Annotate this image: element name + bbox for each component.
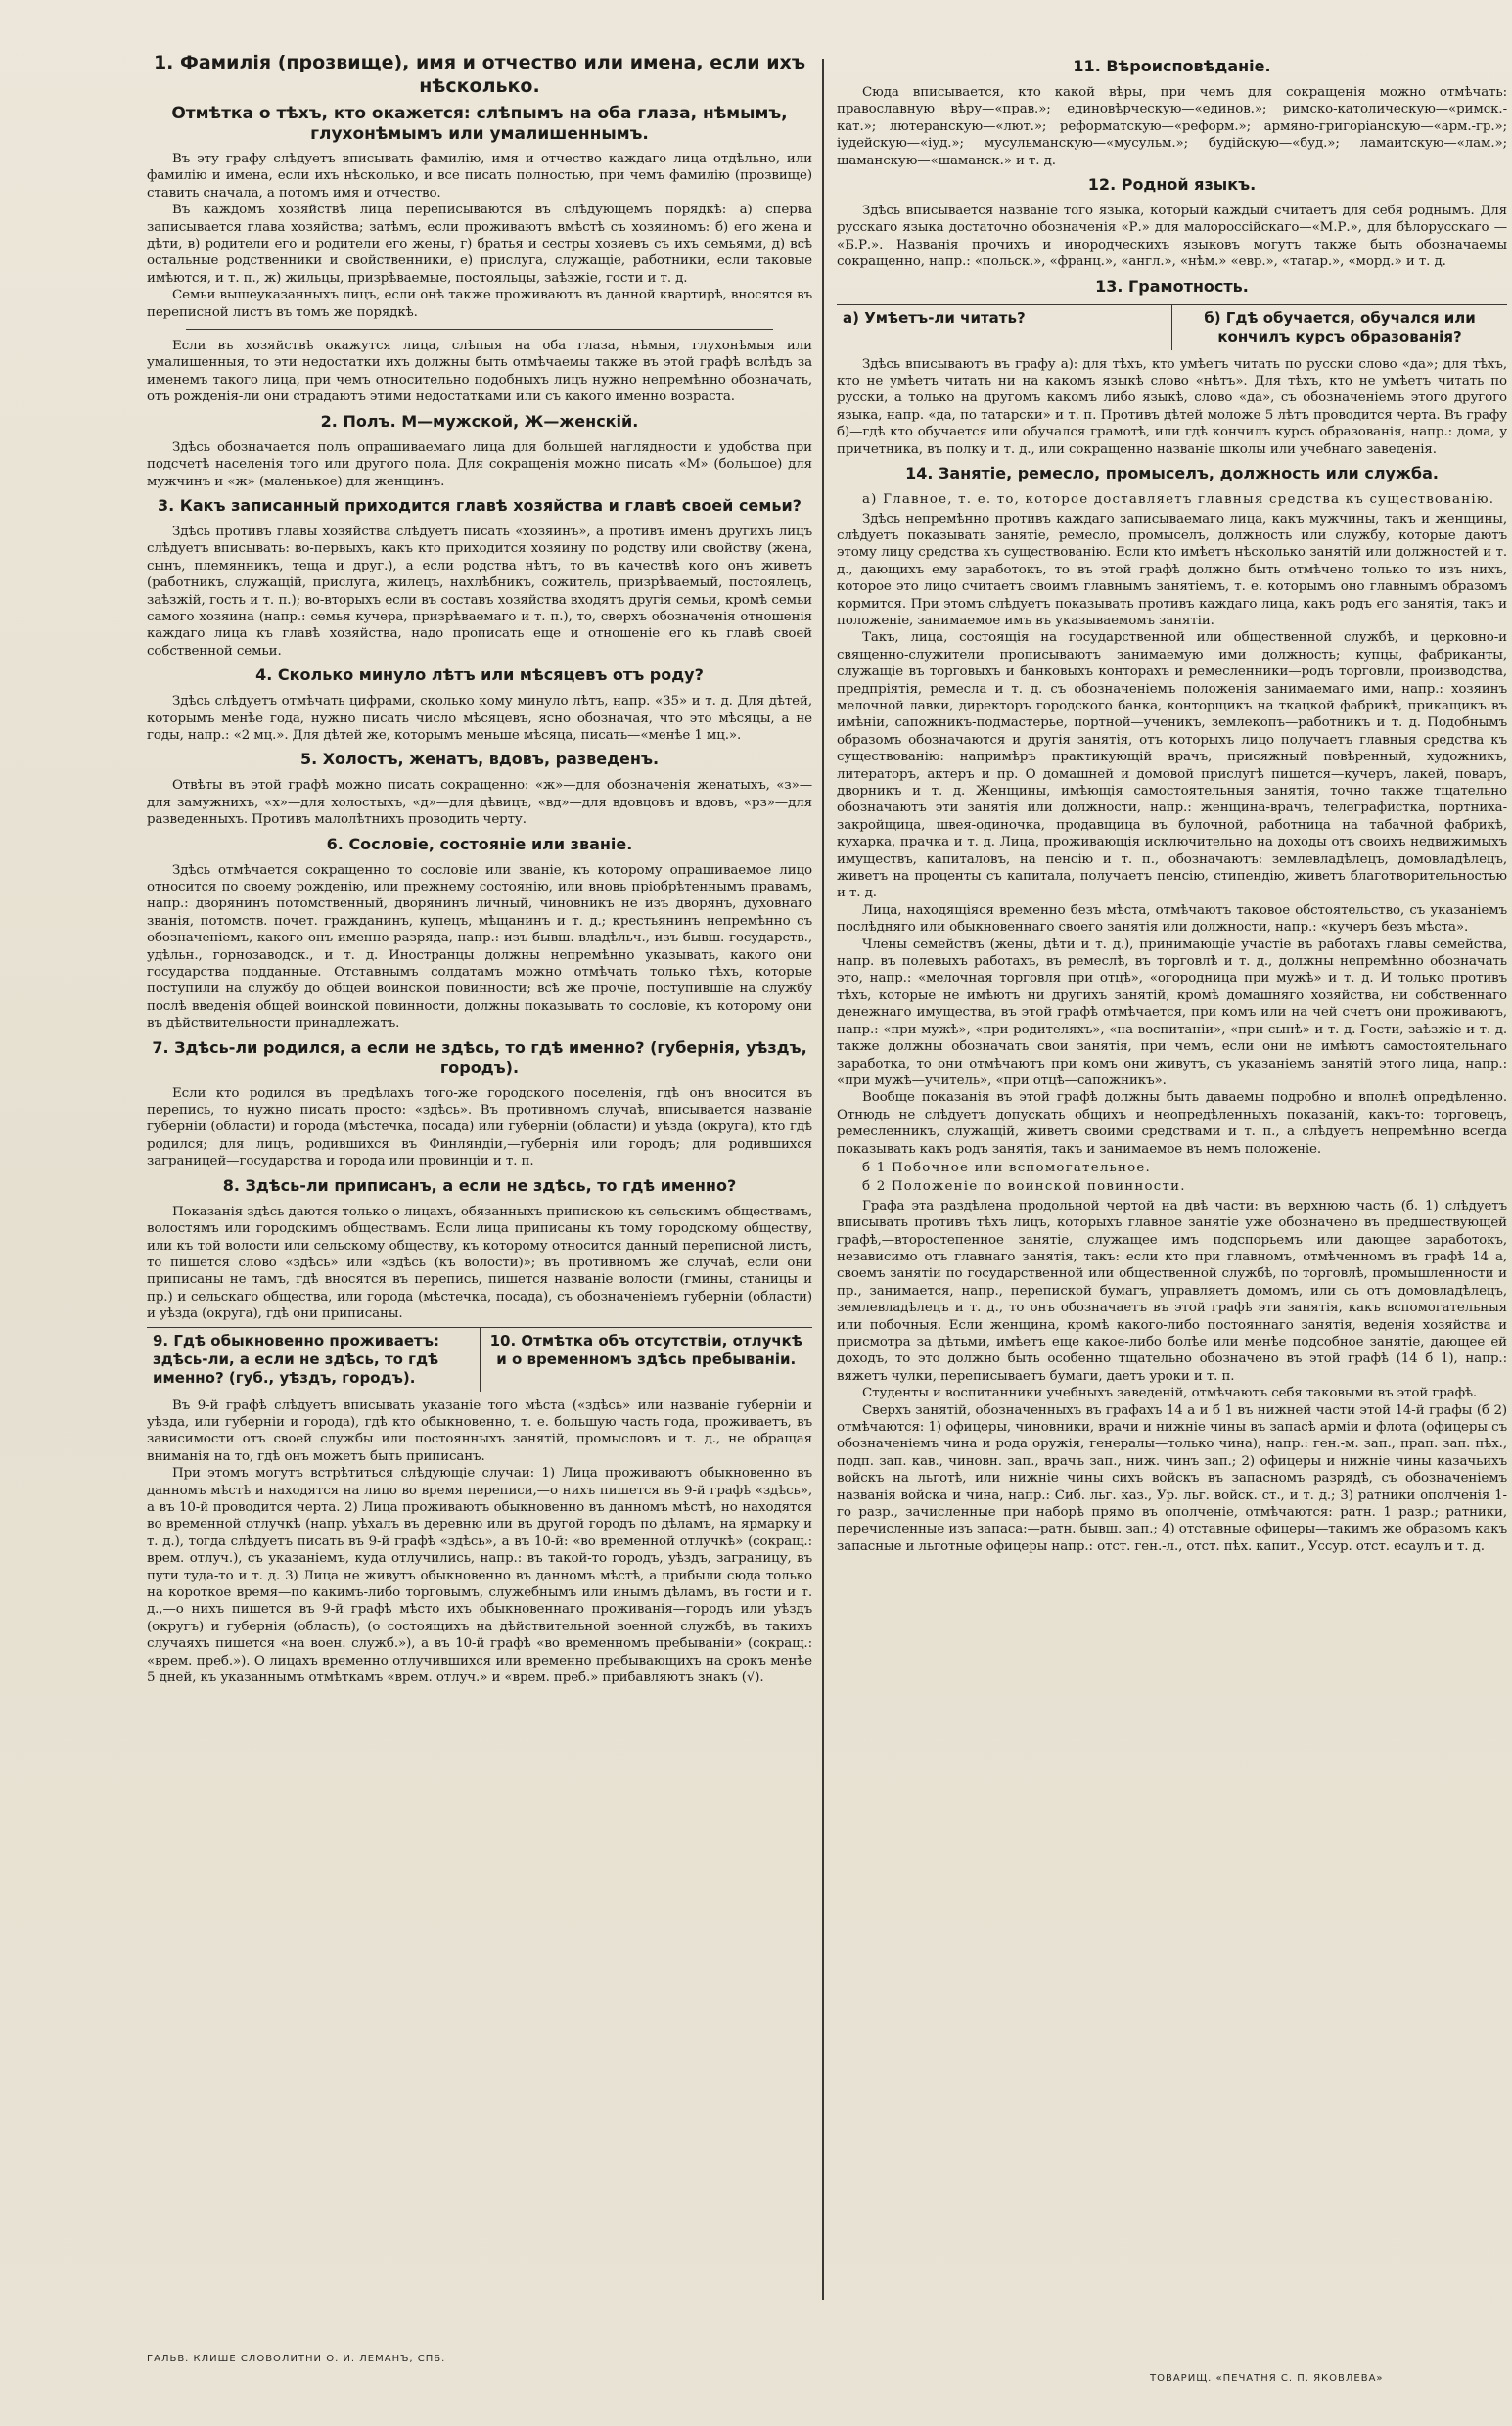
heading-2: 2. Полъ. М—мужской, Ж—женскій. (320, 411, 639, 431)
paragraph: Если кто родился въ предѣлахъ того-же городского поселенія, гдѣ онъ вносится въ перепись, то нужно писать просто: «здѣсь». Въ противномъ случаѣ, вписывается названіе губерніи (области) и города (мѣстечка, посада) или губерніи (области) и уѣзда (округа), кто гдѣ родился; для лицъ, родившихся въ Финляндіи,—губернія или городъ; для родившихся заграницей—государства и города или провинціи и т. п. (147, 1085, 812, 1169)
paragraph: Члены семействъ (жены, дѣти и т. д.), принимающіе участіе въ работахъ главы семейства, напр. въ полевыхъ работахъ, въ ремеслѣ, въ торговлѣ и т. д., должны непремѣнно обозначать это, напр.: «мелочная торговля при отцѣ», «огородница при мужѣ» и т. д. И только противъ тѣхъ, которые не имѣютъ ни другихъ занятій, кромѣ домашняго хозяйства, ни собственнаго денежнаго имущества, въ этой графѣ отмѣчается, при комъ или на чей счетъ они проживаютъ, напр.: «при мужѣ», «при родителяхъ», «на воспитаніи», «при сынѣ» и т. д. Гости, заѣзжіе и т. д. также должны обозначать свои занятія, при чемъ, если они не имѣютъ самостоятельнаго заработка, то они отмѣчаютъ при комъ они живутъ, съ указаніемъ занятій этого лица, напр.: «при мужѣ—учитель», «при отцѣ—сапожникъ». (837, 937, 1507, 1088)
heading-3: 3. Какъ записанный приходится главѣ хозяйства и главѣ своей семьи? (158, 495, 802, 515)
heading-9: 9. Гдѣ обыкновенно проживаетъ: здѣсь-ли, а если не здѣсь, то гдѣ именно? (губ., уѣздъ, городъ). (153, 1331, 439, 1387)
paragraph: Здѣсь вписывается названіе того языка, который каждый считаетъ для себя роднымъ. Для русскаго языка достаточно обозначенія «Р.» для малороссійскаго—«М.Р.», для бѣлорусскаго — «Б.Р.». Названія прочихъ и инородческихъ языковъ могутъ также быть обозначаемы сокращенно, напр.: «польск.», «франц.», «англ.», «нѣм.» «евр.», «татар.», «морд.» и т. д. (837, 204, 1507, 270)
left-column (147, 51, 812, 2312)
paragraph: Сюда вписывается, кто какой вѣры, при чемъ для сокращенія можно отмѣчать: православную вѣру—«прав.»; единовѣрческую—«единов.»; римско-католическую—«римск.-кат.»; лютеранскую—«лют.»; реформатскую—«реформ.»; армяно-григоріанскую—«арм.-гр.»; іудейскую—«іуд.»; мусульманскую—«мусульм.»; будійскую—«буд.»; ламаитскую—«лам.»; шаманскую—«шаманск.» и т. д. (837, 85, 1507, 168)
heading-6: 6. Сословіе, состояніе или званіе. (326, 834, 633, 853)
heading-14b1: б 1 Побочное или вспомогательное. (862, 1160, 1151, 1175)
right-column (837, 51, 1507, 2312)
paragraph: Здѣсь вписываютъ въ графу а): для тѣхъ, кто умѣетъ читать по русски слово «да»; для тѣхъ, кто не умѣетъ читать ни на какомъ языкѣ слово «нѣтъ». Для тѣхъ, кто не умѣетъ читать по русски, а только на другомъ какомъ либо языкѣ, слово «да», съ обозначеніемъ этого другого языка, напр. «да, по татарски» и т. п. Противъ дѣтей моложе 5 лѣтъ проводится черта. Въ графу б)—гдѣ кто обучается или обучался грамотѣ, или гдѣ кончилъ курсъ образованія, напр.: дома, у причетника, въ полку и т. д., или сокращенно названіе школы или учебнаго заведенія. (837, 356, 1507, 457)
heading-9-10-box (147, 1327, 812, 1392)
heading-14: 14. Занятіе, ремесло, промыселъ, должность или служба. (905, 464, 1439, 483)
paragraph: Здѣсь непремѣнно противъ каждаго записываемаго лица, какъ мужчины, такъ и женщины, слѣдуетъ показывать занятіе, ремесло, промыселъ, должность или службу, которые даютъ этому лицу средства къ существованію. Если кто имѣетъ нѣсколько занятій или должностей и т. д., дающихъ ему заработокъ, то въ этой графѣ должно быть отмѣчено только то изъ нихъ, которое это лицо считаетъ своимъ главнымъ занятіемъ, т. е. которымъ оно главнымъ образомъ кормится. При этомъ слѣдуетъ показывать противъ каждаго лица, какъ родъ его занятія, такъ и положеніе, занимаемое имъ въ указываемомъ занятіи. (837, 511, 1507, 628)
heading-8: 8. Здѣсь-ли приписанъ, а если не здѣсь, то гдѣ именно? (222, 1175, 737, 1195)
heading-1-subtitle: Отмѣтка о тѣхъ, кто окажется: слѣпымъ на оба глаза, нѣмымъ, глухонѣмымъ или умалишеннымъ. (171, 104, 788, 144)
heading-4: 4. Сколько минуло лѣтъ или мѣсяцевъ отъ роду? (255, 665, 704, 685)
printer-credit-right: ТОВАРИЩ. «ПЕЧАТНЯ С. П. ЯКОВЛЕВА» (1150, 2373, 1384, 2384)
divider-rule (186, 329, 773, 330)
paragraph: Въ эту графу слѣдуетъ вписывать фамилію, имя и отчество каждаго лица отдѣльно, или фамилію и имена, если ихъ нѣсколько, и все писать полностью, при чемъ фамилію (прозвище) ставить сначала, а потомъ имя и отчество. (147, 152, 812, 201)
heading-1: 1. Фамилія (прозвище), имя и отчество или имена, если ихъ нѣсколько. (153, 52, 806, 97)
heading-13-box (837, 304, 1507, 350)
heading-7: 7. Здѣсь-ли родился, а если не здѣсь, то гдѣ именно? (губернія, уѣздъ, городъ). (152, 1037, 807, 1076)
printer-credit-left: ГАЛЬВ. КЛИШЕ СЛОВОЛИТНИ О. И. ЛЕМАНЪ, СПБ. (147, 2354, 446, 2364)
paragraph: Такъ, лица, состоящія на государственной или общественной службѣ, и церковно-и священно-служители прописываютъ занимаемую ими должность; купцы, фабриканты, служащіе въ торговыхъ и банковыхъ конторахъ и ремесленники—родъ торговли, производства, предпріятія, ремесла и т. д. съ обозначеніемъ положенія занимаемаго ими, напр.: хозяинъ мелочной лавки, директоръ городского банка, конторщикъ на ткацкой фабрикѣ, прикащикъ въ имѣніи, сапожникъ-подмастерье, портной—ученикъ, землекопъ—работникъ и т. д. Подобнымъ образомъ обозначаются и другія занятія, отъ которыхъ лицо получаетъ главныя средства къ существованію: напримѣръ практикующій врачъ, присяжный повѣренный, художникъ, литераторъ, актеръ и пр. О домашней и домовой прислугѣ пишется—кучеръ, лакей, поваръ, дворникъ и т. д. Женщины, имѣющія самостоятельныя занятія, точно также тщательно обозначаютъ эти занятія или должности, напр.: женщина-врачъ, телеграфистка, портниха-закройщица, швея-одиночка, продавщица въ булочной, работница на табачной фабрикѣ, кухарка, прачка и т. д. Лица, проживающія исключительно на доходы отъ своихъ недвижимыхъ имуществъ, капиталовъ, на пенсію и т. п., обозначаютъ: землевладѣлецъ, домовладѣлецъ, живетъ на проценты съ капитала, получаетъ пенсію, стипендію, живетъ благотворительностью и т. д. (837, 630, 1507, 901)
heading-14a: а) Главное, т. е. то, которое доставляетъ главныя средства къ существованію. (862, 492, 1495, 508)
paragraph: Здѣсь отмѣчается сокращенно то сословіе или званіе, къ которому опрашиваемое лицо относится по своему рожденію, или прежнему состоянію, или вновь пріобрѣтеннымъ правамъ, напр.: дворянинъ потомственный, дворянинъ личный, чиновникъ не изъ дворянъ, духовнаго званія, потомств. почет. гражданинъ, купецъ, мѣщанинъ и т. д.; крестьянинъ непремѣнно съ обозначеніемъ, какого онъ именно разряда, напр.: изъ бывш. владѣльч., изъ бывш. государств., удѣльн., горнозаводск., и т. д. Иностранцы должны непремѣнно указывать, какого они государства подданные. Отставнымъ солдатамъ можно отмѣчать только тѣхъ, которые поступили на службу до общей воинской повинности; всѣ же прочіе, поступившіе на службу послѣ введенія общей воинской повинности, должны показывать то сословіе, къ которому они въ дѣйствительности принадлежатъ. (147, 862, 812, 1031)
paragraph: Если въ хозяйствѣ окажутся лица, слѣпыя на оба глаза, нѣмыя, глухонѣмыя или умалишенныя, то эти недостатки ихъ должны быть отмѣчаемы также въ этой графѣ вслѣдъ за именемъ такого лица, при чемъ относительно подобныхъ лицъ нужно непремѣнно обозначать, отъ рожденія-ли они страдаютъ этими недостатками или съ какого именно возраста. (147, 339, 812, 405)
heading-14b2: б 2 Положеніе по воинской повинности. (862, 1179, 1186, 1195)
heading-12: 12. Родной языкъ. (1087, 175, 1257, 195)
paragraph: Вообще показанія въ этой графѣ должны быть даваемы подробно и вполнѣ опредѣленно. Отнюдь не слѣдуетъ допускать общихъ и неопредѣленныхъ показаній, какъ-то: торговецъ, ремесленникъ, служащій, живетъ своими средствами и т. п., а слѣдуетъ непремѣнно всегда показывать какъ родъ занятія, такъ и занимаемое въ немъ положеніе. (837, 1090, 1507, 1157)
column-divider (822, 59, 824, 2300)
paragraph: Отвѣты въ этой графѣ можно писать сокращенно: «ж»—для обозначенія женатыхъ, «з»—для замужнихъ, «х»—для холостыхъ, «д»—для дѣвицъ, «вд»—для вдовцовъ и вдовъ, «рз»—для разведенныхъ. Противъ малолѣтнихъ проводить черту. (147, 778, 812, 828)
paragraph: Лица, находящіяся временно безъ мѣста, отмѣчаютъ таковое обстоятельство, съ указаніемъ послѣдняго или обыкновеннаго своего занятія или должности, напр.: «кучеръ безъ мѣста». (837, 902, 1507, 936)
paragraph: Въ каждомъ хозяйствѣ лица переписываются въ слѣдующемъ порядкѣ: а) сперва записывается глава хозяйства; затѣмъ, если проживаютъ вмѣстѣ съ хозяиномъ: б) его жена и дѣти, в) родители его и родители его жены, г) братья и сестры хозяевъ съ ихъ семьями, д) всѣ остальные родственники и свойственники, е) прислуга, служащіе, работники, если таковые имѣются, и т. п., ж) жильцы, призрѣваемые, постояльцы, заѣзжіе, гости и т. д. (147, 203, 812, 286)
paragraph: Здѣсь противъ главы хозяйства слѣдуетъ писать «хозяинъ», а противъ именъ другихъ лицъ слѣдуетъ вписывать: во-первыхъ, какъ кто приходится хозяину по родству или свойству (жена, сынъ, племянникъ, теща и друг.), а если родства нѣтъ, то въ качествѣ кого онъ живетъ (работникъ, служащій, прислуга, жилецъ, нахлѣбникъ, сожитель, призрѣваемый, постоялецъ, заѣзжій, гость и т. п.); во-вторыхъ если въ составъ хозяйства входятъ другія семьи, кромѣ семьи самого хозяина (напр.: семья кучера, призрѣваемаго и т. п.), то, сверхъ обозначенія отношенія каждаго лица къ главѣ хозяйства, надо прописать еще и отношеніе его къ главѣ своей собственной семьи. (147, 524, 812, 659)
heading-13b: б) Гдѣ обучается, обучался или кончилъ курсъ образованія? (1171, 305, 1507, 350)
heading-13: 13. Грамотность. (1095, 276, 1249, 296)
paragraph: Здѣсь обозначается полъ опрашиваемаго лица для большей наглядности и удобства при подсчетѣ населенія того или другого пола. Для сокращенія можно писать «М» (большое) для мужчинъ и «ж» (маленькое) для женщинъ. (147, 439, 812, 489)
paragraph: Графа эта раздѣлена продольной чертой на двѣ части: въ верхнюю часть (б. 1) слѣдуетъ вписывать противъ тѣхъ лицъ, которыхъ главное занятіе уже обозначено въ предшествующей графѣ,—второстепенное занятіе, служащее имъ подспорьемъ или дающее заработокъ, независимо отъ главнаго занятія, такъ: если кто при главномъ, отмѣченномъ въ графѣ 14 а, своемъ занятіи по государственной или общественной службѣ, по торговлѣ, промышленности и пр., занимается, напр., перепиской бумагъ, управляетъ домомъ, или съ отъ домовладѣлецъ, землевладѣлецъ и т. д., то онъ обозначаетъ въ этой графѣ эти занятія, какъ вспомогательныя или побочныя. Если женщина, кромѣ какого-либо постояннаго занятія, веденія хозяйства и присмотра за дѣтьми, имѣетъ еще какое-либо болѣе или менѣе подсобное занятіе, дающее ей доходъ, то это должно быть особенно тщательно обозначено въ этой графѣ (14 б 1), напр.: вяжетъ чулки, переписываетъ бумаги, даетъ уроки и т. п. (837, 1198, 1507, 1384)
heading-13a: а) Умѣетъ-ли читать? (843, 308, 1026, 327)
heading-5: 5. Холостъ, женатъ, вдовъ, разведенъ. (299, 750, 660, 769)
heading-11: 11. Вѣроисповѣданіе. (1073, 57, 1271, 75)
paragraph: Здѣсь слѣдуетъ отмѣчать цифрами, сколько кому минуло лѣтъ, напр. «35» и т. д. Для дѣтей, которымъ менѣе года, нужно писать число мѣсяцевъ, ясно обозначая, что это мѣсяцы, а не годы, напр.: «2 мц.». Для дѣтей же, которымъ меньше мѣсяца, писать—«менѣе 1 мц.». (147, 694, 812, 743)
paragraph: Сверхъ занятій, обозначенныхъ въ графахъ 14 а и б 1 въ нижней части этой 14-й графы (б 2) отмѣчаются: 1) офицеры, чиновники, врачи и нижніе чины въ запасѣ арміи и флота (офицеры съ обозначеніемъ чина и рода оружія, генералы—только чина), напр.: ген.-м. зап., прап. зап. пѣх., подп. зап. кав., чиновн. зап., врачъ зап., ниж. чинъ зап.; 2) офицеры и нижніе чины казачьихъ войскъ на льготѣ, или нижніе чины сихъ войскъ въ запасномъ разрядѣ, съ обозначеніемъ названія войска и чина, напр.: Сиб. льг. каз., Ур. льг. войск. ст., и т. д.; 3) ратники ополченія 1-го разр., зачисленные при наборѣ прямо въ ополченіе, отмѣчаются: ратн. 1 разр.; ратники, перечисленные изъ запаса:—ратн. бывш. зап.; 4) отставные офицеры—такимъ же образомъ какъ запасные и льготные офицеры напр.: отст. ген.-л., отст. пѣх. капит., Уссур. отст. есаулъ и т. д. (837, 1402, 1507, 1554)
paragraph: Въ 9-й графѣ слѣдуетъ вписывать указаніе того мѣста («здѣсь» или названіе губерніи и уѣзда, или губерніи и города), гдѣ кто обыкновенно, т. е. большую часть года, проживаетъ, въ зависимости отъ своей службы или постоянныхъ занятій, промысловъ и т. д., не обращая вниманія на то, гдѣ онъ можетъ быть приписанъ. (147, 1397, 812, 1464)
heading-10: 10. Отмѣтка объ отсутствіи, отлучкѣ и о временномъ здѣсь пребываніи. (480, 1328, 813, 1392)
paragraph: Показанія здѣсь даются только о лицахъ, обязанныхъ припискою къ сельскимъ обществамъ, волостямъ или городскимъ обществамъ. Если лица приписаны къ тому городскому обществу, или къ той волости или сельскому обществу, къ которому относится данный переписной листъ, то пишется слово «здѣсь» или «здѣсь (къ волости)»; въ противномъ же случаѣ, если они приписаны не тамъ, гдѣ вносятся въ перепись, пишется названіе волости (гмины, станицы и пр.) и сельскаго общества, или города (мѣстечка, посада), съ обозначеніемъ губерніи (области) и уѣзда (округа), гдѣ они приписаны. (147, 1204, 812, 1322)
paragraph: Семьи вышеуказанныхъ лицъ, если онѣ также проживаютъ въ данной квартирѣ, вносятся въ переписной листъ въ томъ же порядкѣ. (147, 288, 812, 320)
paragraph: При этомъ могутъ встрѣтиться слѣдующіе случаи: 1) Лица проживаютъ обыкновенно въ данномъ мѣстѣ и находятся на лицо во время переписи,—о нихъ пишется въ 9-й графѣ «здѣсь», а въ 10-й проводится черта. 2) Лица проживаютъ обыкновенно въ данномъ мѣстѣ, но находятся во временной отлучкѣ (напр. уѣхалъ въ деревню или въ другой городъ по дѣламъ, на ярмарку и т. д.), тогда слѣдуетъ писать въ 9-й графѣ «здѣсь», а въ 10-й: «во временной отлучкѣ» (сокращ.: врем. отлуч.), съ указаніемъ, куда отлучились, напр.: въ такой-то городъ, уѣздъ, заграницу, въ пути туда-то и т. д. 3) Лица не живутъ обыкновенно въ данномъ мѣстѣ, а прибыли сюда только на короткое время—по какимъ-либо торговымъ, служебнымъ или инымъ дѣламъ, въ гости и т. д.,—о нихъ пишется въ 9-й графѣ мѣсто ихъ обыкновеннаго проживанія—городъ или уѣздъ (округъ) и губернія (область), (о состоящихъ на дѣйствительной военной службѣ, въ такихъ случаяхъ пишется «на воен. служб.»), а въ 10-й графѣ «во временномъ пребываніи» (сокращ.: «врем. преб.»). О лицахъ временно отлучившихся или временно пребывающихъ на срокъ менѣе 5 дней, къ указаннымъ отмѣткамъ «врем. отлуч.» и «врем. преб.» прибавляютъ знакъ (√). (147, 1466, 812, 1686)
paragraph: Студенты и воспитанники учебныхъ заведеній, отмѣчаютъ себя таковыми въ этой графѣ. (862, 1386, 1478, 1401)
